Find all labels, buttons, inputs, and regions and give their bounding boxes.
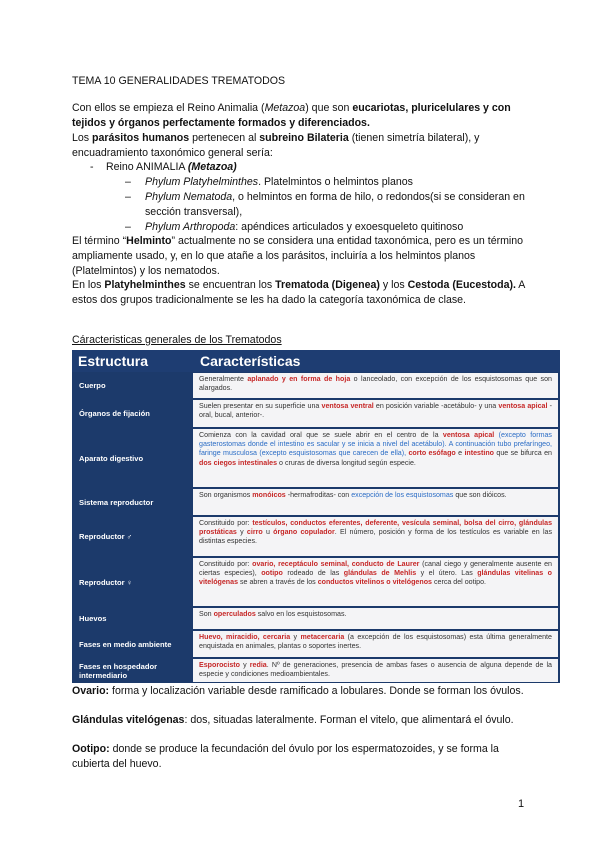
text-run: e xyxy=(455,449,465,458)
row-description xyxy=(193,429,558,487)
bold-term: Platyhelminthes xyxy=(104,279,186,291)
text-run: Son xyxy=(199,610,214,618)
text-run: : dos, situadas lateralmente. Forman el vitelo, que alimentará el óvulo. xyxy=(184,714,514,726)
ovario-paragraph xyxy=(72,684,532,699)
text-run: y xyxy=(240,661,250,669)
text-run: y xyxy=(236,528,247,537)
list-item-phylum-nematoda xyxy=(72,190,542,220)
table-caption: Cáracteristicas generales de los Trematodos xyxy=(72,334,282,346)
row-description xyxy=(193,489,558,515)
bold-term: Ovario: xyxy=(72,685,110,697)
table-row-reproductor-masculino xyxy=(72,516,560,557)
row-description xyxy=(193,558,558,606)
metazoa-term: Metazoa xyxy=(264,102,306,114)
highlight-term: glándulas de Mehlis xyxy=(343,569,417,578)
highlight-term: ventosa ventral xyxy=(321,402,374,410)
table-row-cuerpo xyxy=(72,372,560,399)
row-label: Huevos xyxy=(72,607,191,630)
note-text: excepción de los esquistosomas xyxy=(351,491,454,499)
text-run: Con ellos se empieza el Reino Animalia ( xyxy=(72,102,265,114)
highlight-term: corto esófago xyxy=(408,449,456,458)
text-run: y xyxy=(290,633,301,641)
text-run: se abren a través de los xyxy=(238,578,318,587)
text-run: Constituido por: xyxy=(199,519,253,527)
text-run: (tienen simetría bilateral), y encuadramiento taxonómico general sería: xyxy=(72,132,480,159)
text-run: pertenecen al xyxy=(189,132,260,144)
table-header xyxy=(72,350,560,372)
text-run: . Platelmintos o helmintos planos xyxy=(258,176,413,188)
glandulas-paragraph xyxy=(72,713,532,728)
highlight-term: ventosa apical xyxy=(442,431,495,439)
text-run: o cruras de diversa longitud según especie. xyxy=(277,458,416,467)
table-row-reproductor-femenino xyxy=(72,557,560,607)
bold-term: parásitos humanos xyxy=(92,132,190,144)
text-run: Constituido por: xyxy=(199,560,253,568)
text-run: ” actualmente no se considera una entidad taxonómica, pero es un término ampliamente usado, y, en lo que atañe a los parásitos, incluiría a los helmintos planos (Platelmintos) y los nematodos. xyxy=(72,235,524,277)
text-run: Son organismos xyxy=(199,491,253,499)
highlight-term: glándulas vitelinas o vitelógenas xyxy=(199,569,553,587)
note-text: (excepto formas gasterostomas donde el intestino es sacular y se inicia a nivel del acetábulo). A continuación tubo prefaríngeo, faringe musculosa (excepto esquistosomas que carecen de ella), xyxy=(199,431,552,458)
text-run: (a excepción de los esquistosomas) esta última generalmente enquistada en animales, plantas o soportes inertes. xyxy=(199,633,552,651)
table-row-fases-medio-ambiente xyxy=(72,630,560,658)
row-description xyxy=(193,631,558,657)
text-run: y los xyxy=(379,279,408,291)
text-run: cerca del ootipo. xyxy=(432,578,487,587)
highlight-term: metacercaria xyxy=(300,633,345,641)
dash-bullet: – xyxy=(125,221,131,233)
row-label: Reproductor ♀ xyxy=(72,557,191,607)
highlight-term: operculados xyxy=(213,610,256,618)
dash-bullet: – xyxy=(125,191,131,203)
text-run: En los xyxy=(72,279,105,291)
highlight-term: monóicos xyxy=(252,491,286,499)
intro-paragraph-1 xyxy=(72,101,532,131)
row-label: Reproductor ♂ xyxy=(72,516,191,557)
text-run: : apéndices articulados y exoesqueleto quitinoso xyxy=(235,221,464,233)
row-label: Aparato digestivo xyxy=(72,428,191,488)
row-label: Cuerpo xyxy=(72,372,191,399)
table-row-aparato-digestivo xyxy=(72,428,560,488)
highlight-term: aplanado y en forma de hoja xyxy=(247,375,351,383)
row-description xyxy=(193,659,558,682)
bold-term: Cestoda (Eucestoda). xyxy=(407,279,516,291)
highlight-term: Huevo, miracidio, cercaria xyxy=(199,633,291,641)
text-run: salvo en los esquistosomas. xyxy=(255,610,347,618)
ootipo-paragraph xyxy=(72,742,532,772)
table-row-sistema-reproductor xyxy=(72,488,560,516)
list-item-phylum-platyhelminthes xyxy=(72,175,542,190)
text-run: Suelen presentar en su superficie una xyxy=(199,402,322,410)
text-run: forma y localización variable desde ramificado a lobulares. Donde se forman los óvulos. xyxy=(109,685,524,697)
text-run: en posición variable -acetábulo- y una xyxy=(373,402,499,410)
table-row-fases-hospedador xyxy=(72,658,560,683)
list-item-kingdom xyxy=(72,160,542,175)
page-title: TEMA 10 GENERALIDADES TREMATODOS xyxy=(72,75,286,87)
phylum-name: Phylum Platyhelminthes xyxy=(145,176,259,188)
highlight-term: ootipo xyxy=(261,569,283,578)
row-description xyxy=(193,608,558,629)
taxonomy-list xyxy=(72,160,542,235)
highlight-term: ovario, receptáculo seminal, conducto de Laurer xyxy=(252,560,420,568)
text-run: ) que son xyxy=(305,102,353,114)
highlight-term: conductos vitelinos o vitelógenos xyxy=(317,578,432,587)
dash-bullet: – xyxy=(125,176,131,188)
highlight-term: órgano copulador xyxy=(273,528,335,537)
bold-term: subreino Bilateria xyxy=(259,132,349,144)
intro-paragraph-2 xyxy=(72,131,532,161)
highlight-term: redia xyxy=(249,661,267,669)
row-description xyxy=(193,373,558,398)
row-description xyxy=(193,400,558,427)
text-run: Reino ANIMALIA xyxy=(106,161,188,173)
text-run: A estos dos grupos tradicionalmente se les ha dado la categoría taxonómica de clase. xyxy=(72,279,525,306)
dash-bullet: - xyxy=(90,161,94,173)
text-run: o lanceolado, con excepción de los esquistosomas que son alargados. xyxy=(199,375,552,393)
highlight-term: testículos, conductos eferentes, deferente, vesícula seminal, bolsa del cirro, glándulas prostáticas xyxy=(199,519,553,537)
header-estructura: Estructura xyxy=(78,353,149,369)
row-label: Órganos de fijación xyxy=(72,399,191,428)
page-number: 1 xyxy=(518,798,525,810)
highlight-term: intestino xyxy=(464,449,494,458)
row-description xyxy=(193,517,558,556)
text-run: que se bifurca en xyxy=(494,449,552,458)
text-run: El término “ xyxy=(72,235,127,247)
bold-term: Ootipo: xyxy=(72,743,110,755)
text-run: Generalmente xyxy=(199,375,248,383)
text-run: rodeado de las xyxy=(282,569,344,578)
text-run: -oral, bucal, anterior-. xyxy=(199,402,552,420)
text-run: se encuentran los xyxy=(185,279,276,291)
text-run: y el útero. Las xyxy=(416,569,478,578)
characteristics-table xyxy=(72,350,560,683)
highlight-term: cirro xyxy=(246,528,263,537)
platyhelminthes-paragraph xyxy=(72,278,532,308)
text-run: -hermafroditas- con xyxy=(285,491,352,499)
row-label: Fases en hospedador intermediario xyxy=(72,658,191,683)
list-item-phylum-arthropoda xyxy=(72,220,542,235)
header-caracteristicas: Características xyxy=(200,353,301,369)
bold-term: Helminto xyxy=(126,235,172,247)
text-run: donde se produce la fecundación del óvulo por los espermatozoides, y se forma la cubierta del huevo. xyxy=(72,743,499,770)
bold-term: Glándulas vitelógenas xyxy=(72,714,185,726)
text-run: Comienza con la cavidad oral que se suele abrir en el centro de la xyxy=(199,431,443,439)
helminto-paragraph xyxy=(72,234,532,279)
phylum-name: Phylum Nematoda xyxy=(145,191,233,203)
highlight-term: ventosa apical xyxy=(498,402,548,410)
row-label: Fases en medio ambiente xyxy=(72,630,191,658)
table-row-huevos xyxy=(72,607,560,630)
bold-term: Trematoda (Digenea) xyxy=(275,279,380,291)
metazoa-term: (Metazoa) xyxy=(187,161,237,173)
text-run: u xyxy=(262,528,274,537)
highlight-term: dos ciegos intestinales xyxy=(199,458,278,467)
highlight-term: Esporocisto xyxy=(199,661,240,669)
text-run: . El número, posición y forma de los testículos es variable en las distintas especies. xyxy=(199,528,553,546)
text-run: , o helmintos en forma de hilo, o redondos(si se consideran en sección transversal), xyxy=(145,191,525,218)
text-run: (canal ciego y generalmente ausente en ciertas especies), xyxy=(199,560,553,578)
bold-definition: eucariotas, pluricelulares y con tejidos y órganos perfectamente formados y diferenciados. xyxy=(72,102,511,129)
table-row-organos-fijacion xyxy=(72,399,560,428)
text-run: que son dióicos. xyxy=(453,491,507,499)
text-run: . Nº de generaciones, presencia de ambas fases o ausencia de alguna depende de la especie y condiciones medioambientales. xyxy=(199,661,552,679)
text-run: Los xyxy=(72,132,93,144)
row-label: Sistema reproductor xyxy=(72,488,191,516)
phylum-name: Phylum Arthropoda xyxy=(145,221,236,233)
